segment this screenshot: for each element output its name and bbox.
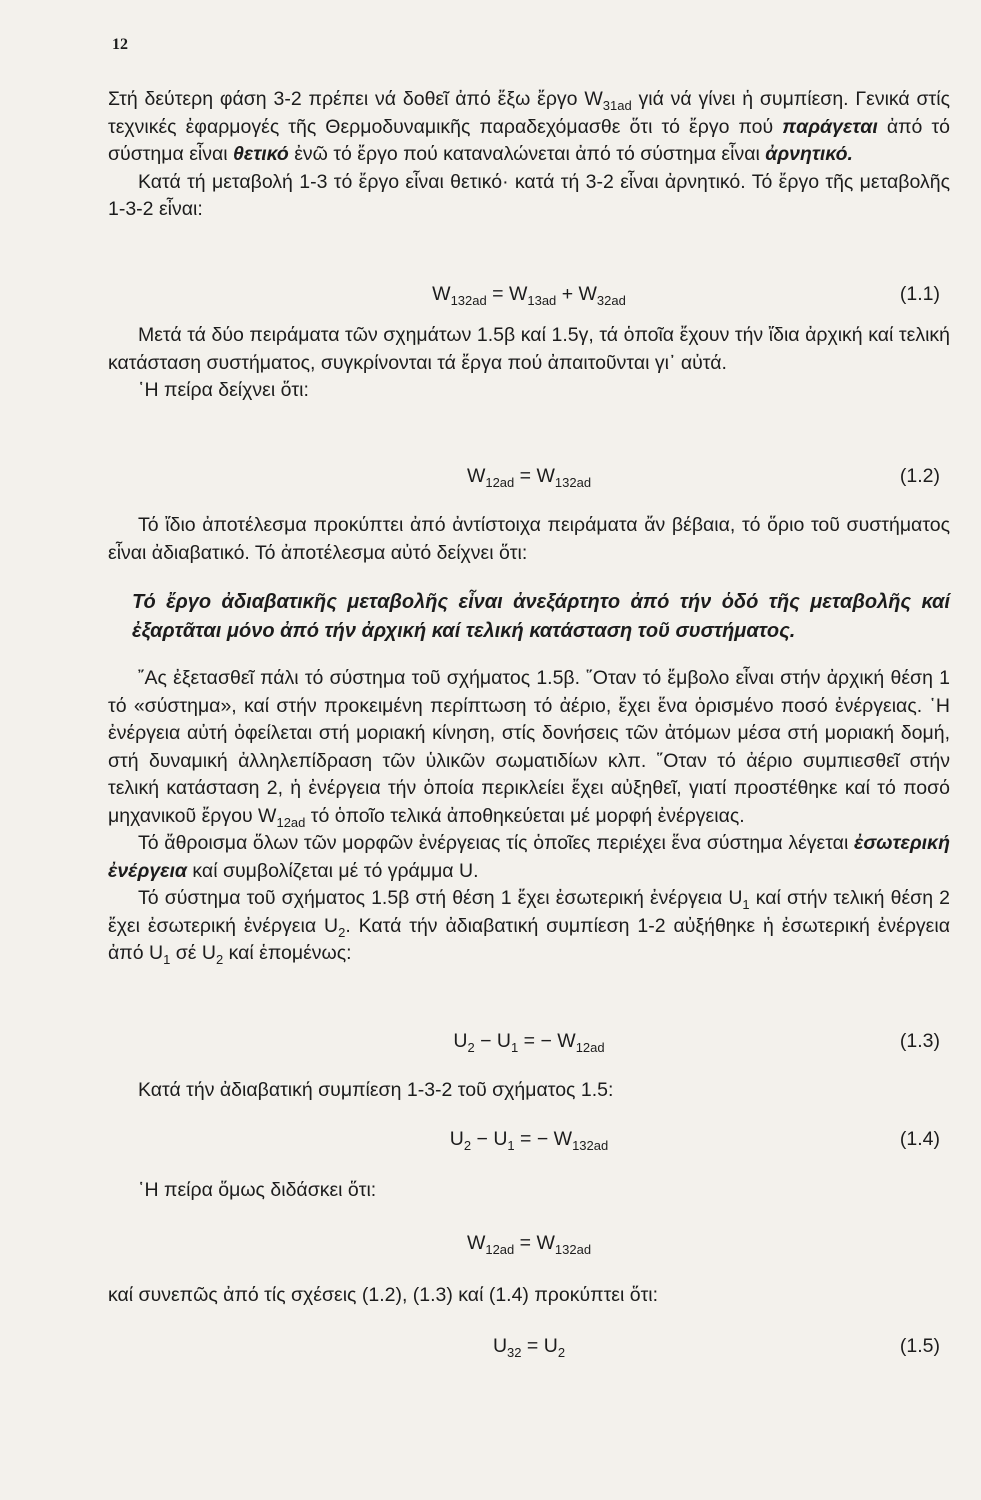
p1-text-c: ἀπό τό σύστημα εἶναι [108,115,950,165]
eq3-term-b-sub: 1 [511,1040,519,1055]
p7-text-a: Τό ἄθροισμα ὅλων τῶν μορφῶν ἐνέργειας τίς ὁποῖες περιέχει ἕνα σύστημα λέγεται [138,832,854,854]
paragraph-5-block [108,512,950,567]
eq6-rhs-sub: 2 [557,1345,566,1360]
eq6-lhs: U [492,1335,508,1357]
eq5-lhs: W [466,1232,486,1254]
p1-text-b: γιά νά γίνει ἡ συμπίεση. Γενικά στίς τεχνικές ἐφαρμογές τῆς Θερμοδυναμικῆς παραδεχόμασθε ὅτι τό ἔργο πού [108,88,950,138]
p1-emph-2: θετικό [233,143,289,165]
eq1-term-1: = W [486,283,528,305]
p8-sub-1: 1 [742,897,750,912]
eq4-term-a: U [449,1128,464,1150]
eq1-term-2-sub: 32ad [596,293,626,308]
p6-text-a: ῎Ας ἐξετασθεῖ πάλι τό σύστημα τοῦ σχήματος 1.5β. ῞Οταν τό ἔμβολο εἶναι στήν ἀρχική θέση 1 τό «σύστημα», καί στήν προκειμένη περίπτωση τό ἀέριο, ἔχει ἕνα ὁρισμένο ποσό ἐνέργειας. ῾Η ἐνέργεια αὐτή ὀφείλεται στή μοριακή κίνηση, στίς δονήσεις τῶν ἀτόμων μέσα στή μοριακή δομή, στή δυναμική ἀλληλεπίδραση τῶν ὑλικῶν σωματιδίων κλπ. ῞Οταν τό ἀέριο συμπιεσθεῖ στήν τελική κατάσταση 2, ἡ ἐνέργεια τήν ὁποία περικλείει ἔχει αὐξηθεῖ, γιατί προστέθηκε καί τό ποσό μηχανικοῦ ἔργου W [108,667,950,827]
eq1-lhs-sub: 132ad [450,293,487,308]
eq2-rhs-sub: 132ad [554,475,592,490]
eq4-term-b-sub: 1 [507,1138,515,1153]
eq1-lhs: W [432,283,451,305]
p6-sub: 12ad [276,814,306,830]
paragraph-9: Κατά τήν ἀδιαβατική συμπίεση 1-3-2 τοῦ σχήματος 1.5: [138,1079,614,1101]
equation-1-1 [108,283,950,313]
paragraph-8 [108,885,950,968]
eq4-number: (1.4) [899,1128,940,1150]
p8-text-e: καί ἑπομένως: [223,942,352,964]
p1-text-d: ἐνῶ τό ἔργο πού καταναλώνεται ἀπό τό σύστημα εἶναι [288,143,766,165]
paragraph-11-block [108,1282,950,1310]
paragraph-6-block [108,665,950,968]
eq3-term-c-sub: 12ad [575,1040,605,1055]
eq2-lhs-sub: 12ad [485,475,515,490]
paragraph-1 [108,86,950,224]
p6-text-b: τό ὁποῖο τελικά ἀποθηκεύεται μέ μορφή ἐνέργειας. [305,804,745,827]
equation-1-3 [108,1030,950,1060]
eq1-term-2: + W [556,283,597,305]
paragraph-9-block [108,1077,950,1105]
eq5-lhs-sub: 12ad [485,1242,515,1257]
p1-emph-3: ἀρνητικό. [765,143,853,165]
p7-text-b: καί συμβολίζεται μέ τό γράμμα U. [187,859,479,882]
page-number: 12 [112,36,128,53]
eq6-lhs-sub: 32 [507,1345,522,1360]
equation-unnumbered [108,1232,950,1262]
paragraph-10-block [108,1177,950,1205]
eq6-number: (1.5) [899,1335,940,1357]
p8-sub-3: 1 [163,952,171,967]
paragraph-11: καί συνεπῶς ἀπό τίς σχέσεις (1.2), (1.3) καί (1.4) προκύπτει ὅτι: [108,1284,659,1306]
equation-1-5 [108,1335,950,1365]
equation-1-2 [108,465,950,495]
p8-text-c: . Κατά τήν ἀδιαβατική συμπίεση 1-2 αὐξήθηκε ἡ ἐσωτερική ἐνέργεια ἀπό U [108,914,950,964]
equation-1-4 [108,1128,950,1158]
paragraph-5: Τό ἴδιο ἀποτέλεσμα προκύπτει ἀπό ἀντίστοιχα πειράματα ἄν βέβαια, τό ὅριο τοῦ συστήματος εἶναι ἀδιαβατικό. Τό ἀποτέλεσμα αὐτό δείχνει ὅτι: [108,514,950,564]
eq4-term-a-sub: 2 [463,1138,472,1153]
eq1-number: (1.1) [899,283,940,305]
eq3-number: (1.3) [899,1030,940,1052]
p8-sub-2: 2 [338,924,346,940]
p1-text-a: Στή δεύτερη φάση 3-2 πρέπει νά δοθεῖ ἀπό ἔξω ἔργο W [108,88,603,110]
eq6-rhs: = U [521,1335,558,1357]
eq2-rhs: = W [514,465,555,487]
p8-text-a: Τό σύστημα τοῦ σχήματος 1.5β στή θέση 1 ἔχει ἐσωτερική ἐνέργεια U [138,887,743,909]
eq2-lhs: W [466,465,486,487]
eq3-term-c: = − W [518,1030,576,1052]
p7-emph: ἐσωτερική ἐνέργεια [108,832,950,882]
p1-sub: 31ad [602,98,632,113]
paragraph-4: ῾Η πείρα δείχνει ὅτι: [138,379,309,401]
paragraph-3: Μετά τά δύο πειράματα τῶν σχημάτων 1.5β καί 1.5γ, τά ὁποῖα ἔχουν τήν ἴδια ἀρχική καί τελική κατάσταση συστήματος, συγκρίνονται τά ἔργα πού ἀπαιτοῦνται γι᾽ αὐτά. [108,324,950,374]
paragraph-2: Κατά τή μεταβολή 1-3 τό ἔργο εἶναι θετικό· κατά τή 3-2 εἶναι ἀρνητικό. Τό ἔργο τῆς μεταβολῆς 1-3-2 εἶναι: [108,170,950,220]
eq4-term-c-sub: 132ad [572,1138,609,1153]
eq2-number: (1.2) [899,465,940,487]
eq1-term-1-sub: 13ad [527,293,557,308]
eq5-rhs: = W [514,1232,555,1254]
p8-text-d: σέ U [170,942,216,964]
paragraph-3-block [108,322,950,405]
key-statement: Τό ἔργο ἀδιαβατικῆς μεταβολῆς εἶναι ἀνεξάρτητο ἀπό τήν ὁδό τῆς μεταβολῆς καί ἐξαρτᾶται μόνο ἀπό τήν ἀρχική καί τελική κατάσταση τοῦ συστήματος. [132,591,950,642]
paragraph-10: ῾Η πείρα ὅμως διδάσκει ὅτι: [138,1179,377,1201]
eq5-rhs-sub: 132ad [554,1242,592,1257]
p8-sub-4: 2 [215,952,224,967]
p1-emph-1: παράγεται [782,115,878,138]
eq3-term-a-sub: 2 [467,1040,475,1055]
eq3-term-a: U [453,1030,468,1052]
eq4-term-b: − U [471,1128,508,1150]
p8-text-b: καί στήν τελική θέση 2 ἔχει ἐσωτερική ἐνέργεια U [108,887,950,937]
eq3-term-b: − U [474,1030,512,1052]
eq4-term-c: = − W [514,1128,573,1150]
paragraph-7 [108,830,950,885]
